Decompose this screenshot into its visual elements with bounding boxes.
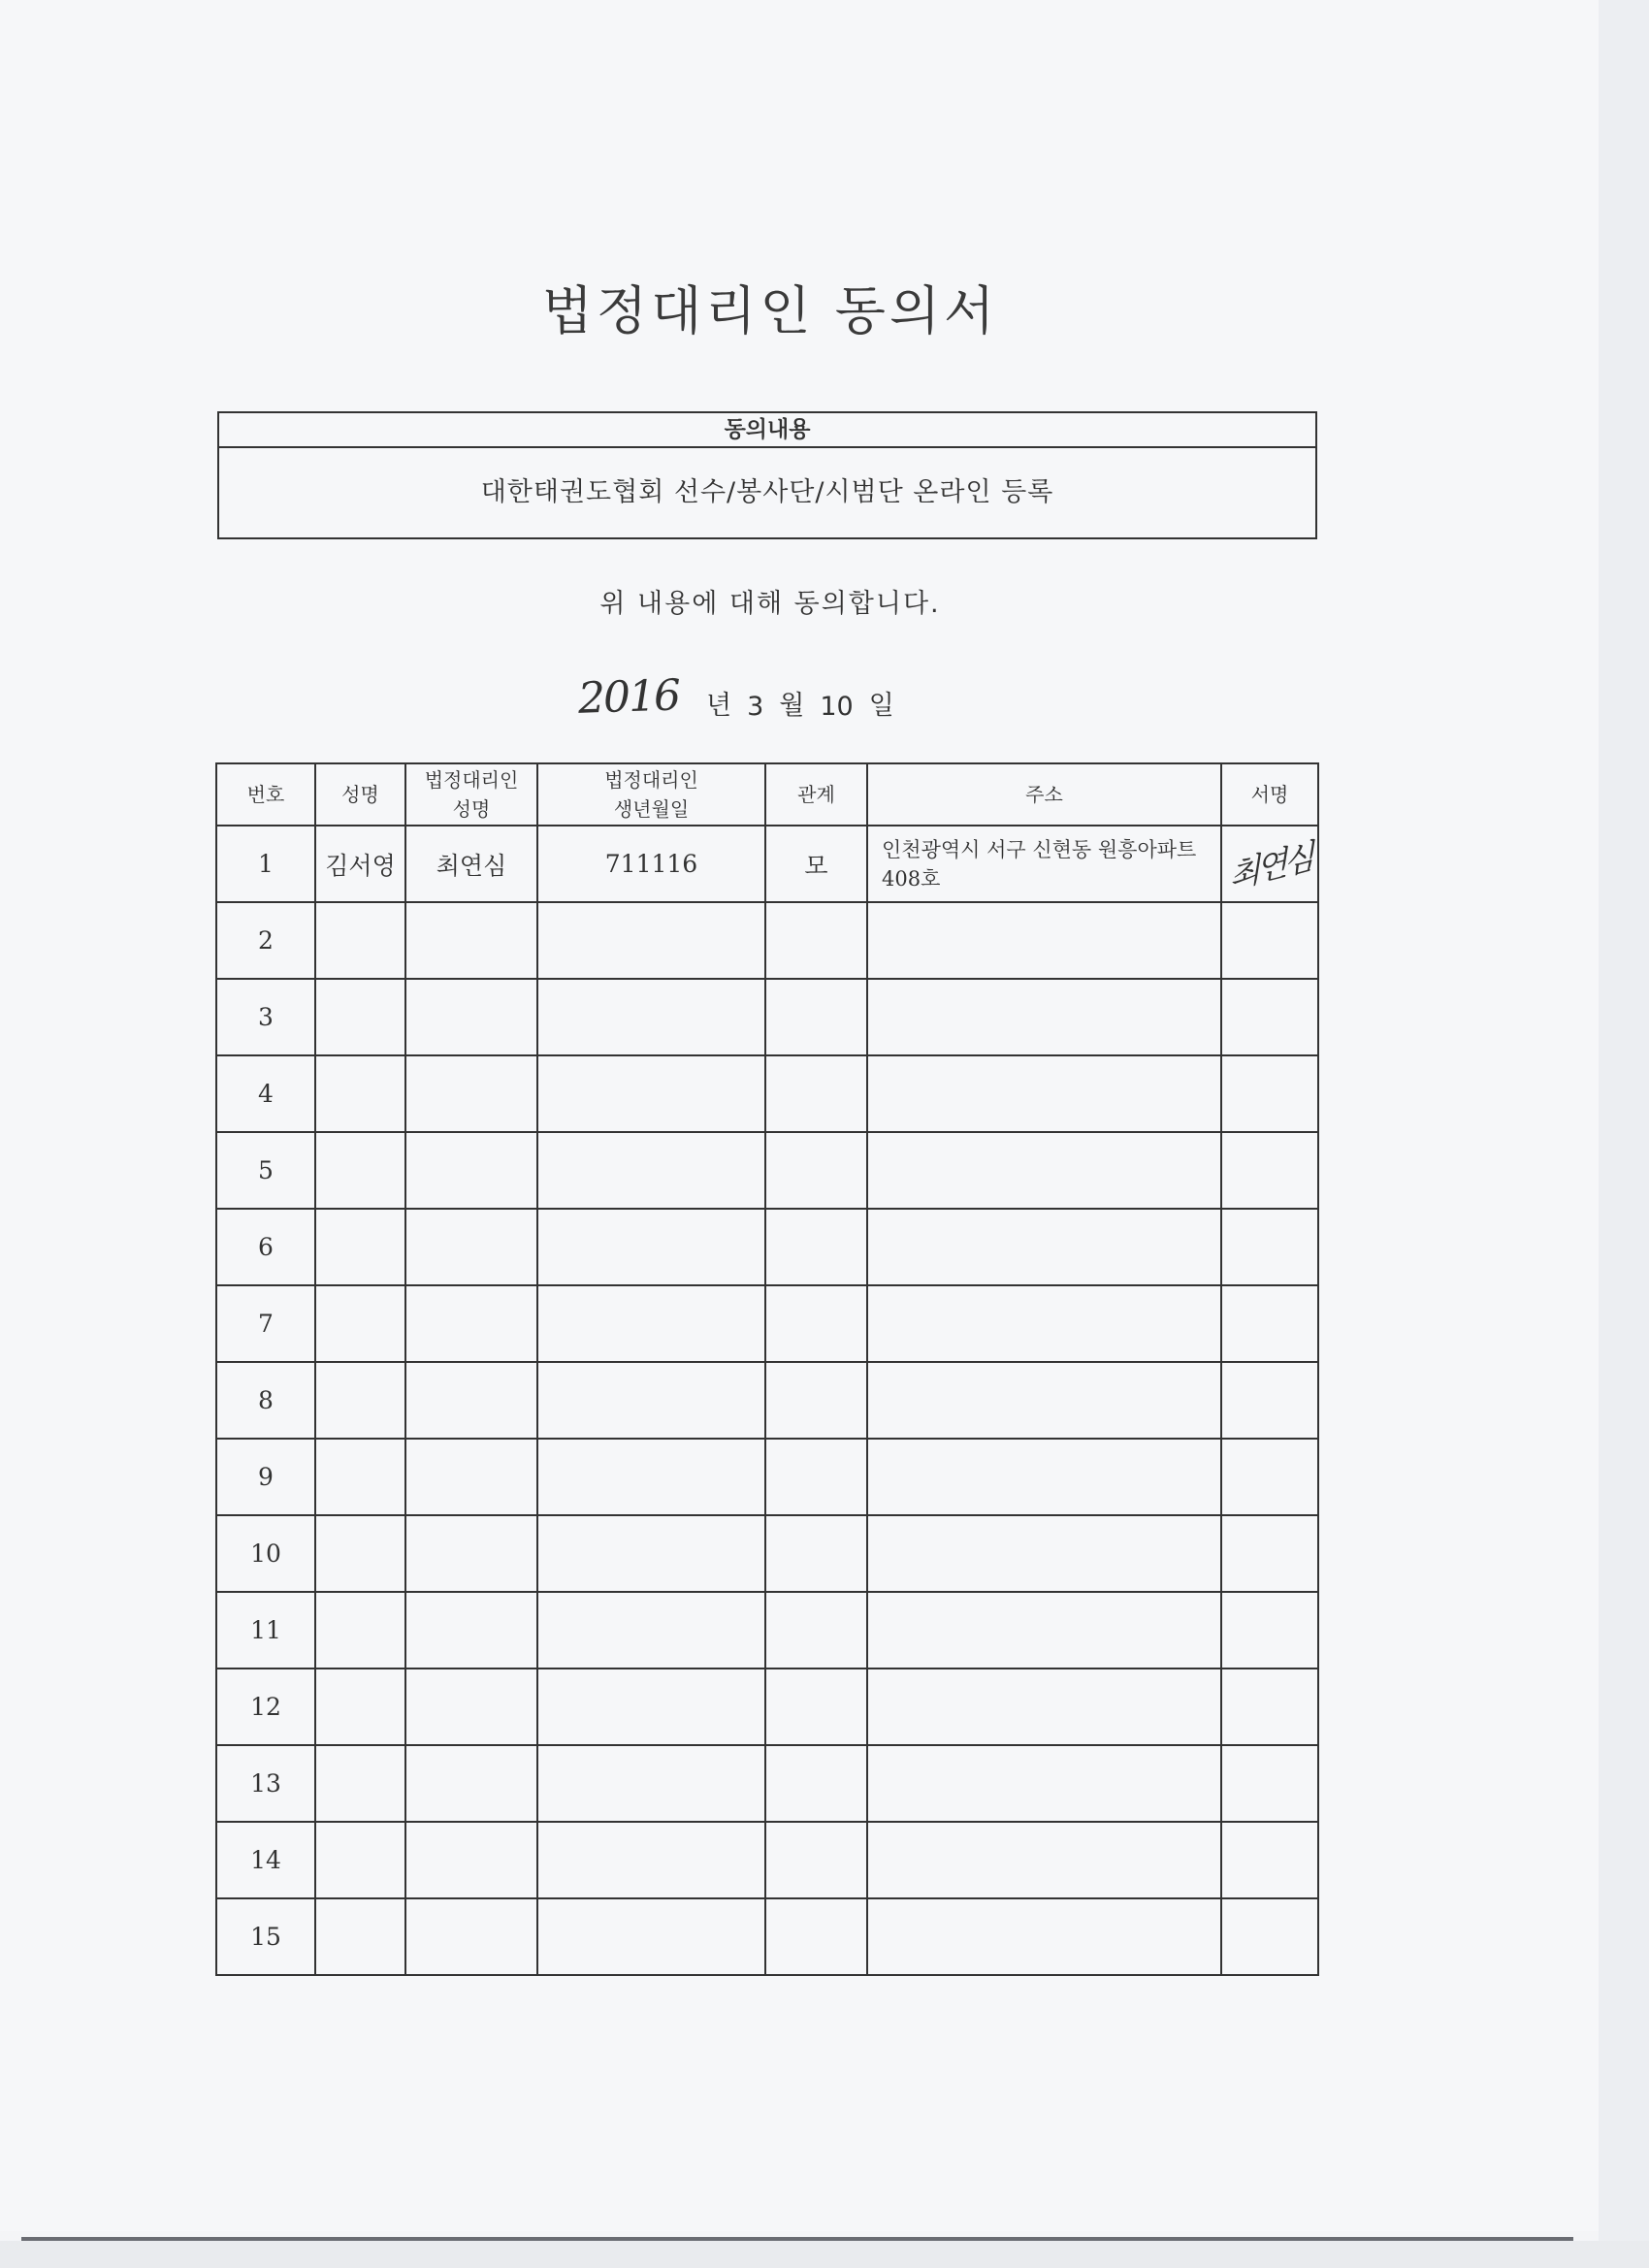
agreement-box [217, 411, 1317, 539]
col-header-no: 번호 [216, 763, 315, 826]
cell-relation [765, 1745, 867, 1822]
cell-signature [1221, 1362, 1318, 1439]
cell-name [315, 1285, 405, 1362]
col-header-relation: 관계 [765, 763, 867, 826]
cell-relation [765, 1285, 867, 1362]
table-row [216, 1055, 1318, 1132]
agreement-body: 대한태권도협회 선수/봉사단/시범단 온라인 등록 [480, 477, 1054, 507]
cell-relation [765, 1515, 867, 1592]
cell-address [867, 979, 1221, 1055]
cell-relation [765, 1055, 867, 1132]
cell-name [315, 902, 405, 979]
cell-name [315, 979, 405, 1055]
cell-no: 1 [216, 826, 315, 902]
cell-name [315, 1055, 405, 1132]
cell-signature [1221, 1898, 1318, 1975]
col-header-guardian-birth-line1: 법정대리인 [604, 768, 698, 792]
cell-signature [1221, 1592, 1318, 1669]
cell-no: 7 [216, 1285, 315, 1362]
cell-guardian-name [405, 1745, 537, 1822]
cell-guardian-name [405, 1285, 537, 1362]
table-row [216, 1745, 1318, 1822]
cell-no: 3 [216, 979, 315, 1055]
cell-name [315, 1822, 405, 1898]
cell-signature [1221, 826, 1318, 902]
cell-signature [1221, 1439, 1318, 1515]
table-row [216, 1515, 1318, 1592]
cell-relation [765, 1669, 867, 1745]
cell-signature [1221, 1822, 1318, 1898]
cell-no: 2 [216, 902, 315, 979]
cell-guardian-birth [537, 1515, 765, 1592]
document-title: 법정대리인 동의서 [541, 280, 999, 341]
cell-relation [765, 1209, 867, 1285]
cell-address [867, 1669, 1221, 1745]
table-row [216, 1439, 1318, 1515]
cell-guardian-name [405, 1592, 537, 1669]
cell-relation [765, 1439, 867, 1515]
date-month: 3 [747, 692, 764, 722]
cell-guardian-name [405, 1132, 537, 1209]
cell-signature [1221, 1669, 1318, 1745]
cell-name [315, 1592, 405, 1669]
table-row [216, 1898, 1318, 1975]
cell-guardian-birth [537, 1362, 765, 1439]
table-row [216, 1669, 1318, 1745]
cell-guardian-birth [537, 1132, 765, 1209]
consent-statement: 위 내용에 대해 동의합니다. [599, 589, 941, 619]
col-header-guardian-name-line1: 법정대리인 [424, 768, 519, 792]
cell-guardian-name [405, 902, 537, 979]
cell-no: 10 [216, 1515, 315, 1592]
cell-name [315, 1209, 405, 1285]
col-header-name: 성명 [315, 763, 405, 826]
cell-relation [765, 1362, 867, 1439]
cell-guardian-birth [537, 1209, 765, 1285]
table-row [216, 826, 1318, 902]
table-row [216, 1822, 1318, 1898]
date-day: 10 [820, 692, 854, 722]
cell-address [867, 1898, 1221, 1975]
cell-guardian-name [405, 1822, 537, 1898]
table-row [216, 979, 1318, 1055]
cell-address [867, 1515, 1221, 1592]
cell-no: 5 [216, 1132, 315, 1209]
scan-edge [1599, 0, 1649, 2268]
cell-no: 9 [216, 1439, 315, 1515]
cell-name [315, 1669, 405, 1745]
cell-signature [1221, 1055, 1318, 1132]
cell-relation: 모 [765, 826, 867, 902]
cell-guardian-name [405, 1209, 537, 1285]
cell-signature [1221, 1745, 1318, 1822]
cell-address [867, 1592, 1221, 1669]
cell-signature [1221, 979, 1318, 1055]
cell-guardian-name [405, 1898, 537, 1975]
cell-name: 김서영 [315, 826, 405, 902]
cell-address [867, 902, 1221, 979]
cell-guardian-birth [537, 979, 765, 1055]
cell-no: 15 [216, 1898, 315, 1975]
cell-name [315, 1898, 405, 1975]
cell-guardian-name [405, 1362, 537, 1439]
cell-no: 6 [216, 1209, 315, 1285]
cell-address [867, 1285, 1221, 1362]
scan-bottom-edge [0, 2241, 1649, 2268]
table-row [216, 1209, 1318, 1285]
cell-signature [1221, 1285, 1318, 1362]
col-header-signature: 서명 [1221, 763, 1318, 826]
cell-guardian-birth [537, 1822, 765, 1898]
table-header-row [216, 763, 1318, 826]
cell-address [867, 1822, 1221, 1898]
col-header-guardian-name-line2: 성명 [452, 797, 491, 821]
cell-signature [1221, 1209, 1318, 1285]
cell-name [315, 1515, 405, 1592]
cell-guardian-birth [537, 1439, 765, 1515]
col-header-address: 주소 [867, 763, 1221, 826]
cell-address [867, 1362, 1221, 1439]
cell-address [867, 1439, 1221, 1515]
guardian-roster-table [215, 762, 1319, 1976]
table-row [216, 1285, 1318, 1362]
cell-name [315, 1439, 405, 1515]
cell-no: 4 [216, 1055, 315, 1132]
cell-name [315, 1132, 405, 1209]
col-header-guardian-name [405, 763, 537, 826]
cell-name [315, 1362, 405, 1439]
cell-guardian-name [405, 1055, 537, 1132]
date-month-unit: 월 [779, 691, 805, 721]
cell-address [867, 1745, 1221, 1822]
cell-address [867, 1132, 1221, 1209]
cell-guardian-name: 최연심 [405, 826, 537, 902]
cell-relation [765, 1822, 867, 1898]
cell-guardian-birth [537, 902, 765, 979]
cell-name [315, 1745, 405, 1822]
cell-address: 인천광역시 서구 신현동 원흥아파트408호 [867, 826, 1221, 902]
cell-relation [765, 1898, 867, 1975]
cell-guardian-birth [537, 1592, 765, 1669]
table-row [216, 1592, 1318, 1669]
cell-guardian-birth [537, 1055, 765, 1132]
cell-guardian-name [405, 1669, 537, 1745]
date-day-unit: 일 [868, 691, 894, 721]
cell-guardian-name [405, 1515, 537, 1592]
cell-guardian-birth [537, 1745, 765, 1822]
cell-guardian-name [405, 979, 537, 1055]
cell-no: 13 [216, 1745, 315, 1822]
table-row [216, 1362, 1318, 1439]
col-header-guardian-birth-line2: 생년월일 [613, 797, 690, 821]
cell-relation [765, 902, 867, 979]
cell-no: 11 [216, 1592, 315, 1669]
cell-signature [1221, 1515, 1318, 1592]
cell-signature [1221, 1132, 1318, 1209]
col-header-guardian-birth [537, 763, 765, 826]
cell-relation [765, 1132, 867, 1209]
cell-guardian-birth [537, 1669, 765, 1745]
cell-guardian-birth: 711116 [537, 826, 765, 902]
cell-guardian-name [405, 1439, 537, 1515]
consent-date [578, 664, 910, 722]
date-year-handwritten: 2016 [577, 670, 680, 724]
cell-signature [1221, 902, 1318, 979]
cell-no: 14 [216, 1822, 315, 1898]
handwritten-signature: 최연심 [1227, 837, 1312, 897]
cell-no: 8 [216, 1362, 315, 1439]
cell-relation [765, 1592, 867, 1669]
date-year-unit: 년 [706, 691, 732, 721]
cell-no: 12 [216, 1669, 315, 1745]
agreement-header: 동의내용 [219, 413, 1315, 448]
cell-address [867, 1055, 1221, 1132]
cell-guardian-birth [537, 1898, 765, 1975]
cell-address [867, 1209, 1221, 1285]
table-row [216, 1132, 1318, 1209]
table-row [216, 902, 1318, 979]
cell-guardian-birth [537, 1285, 765, 1362]
cell-relation [765, 979, 867, 1055]
